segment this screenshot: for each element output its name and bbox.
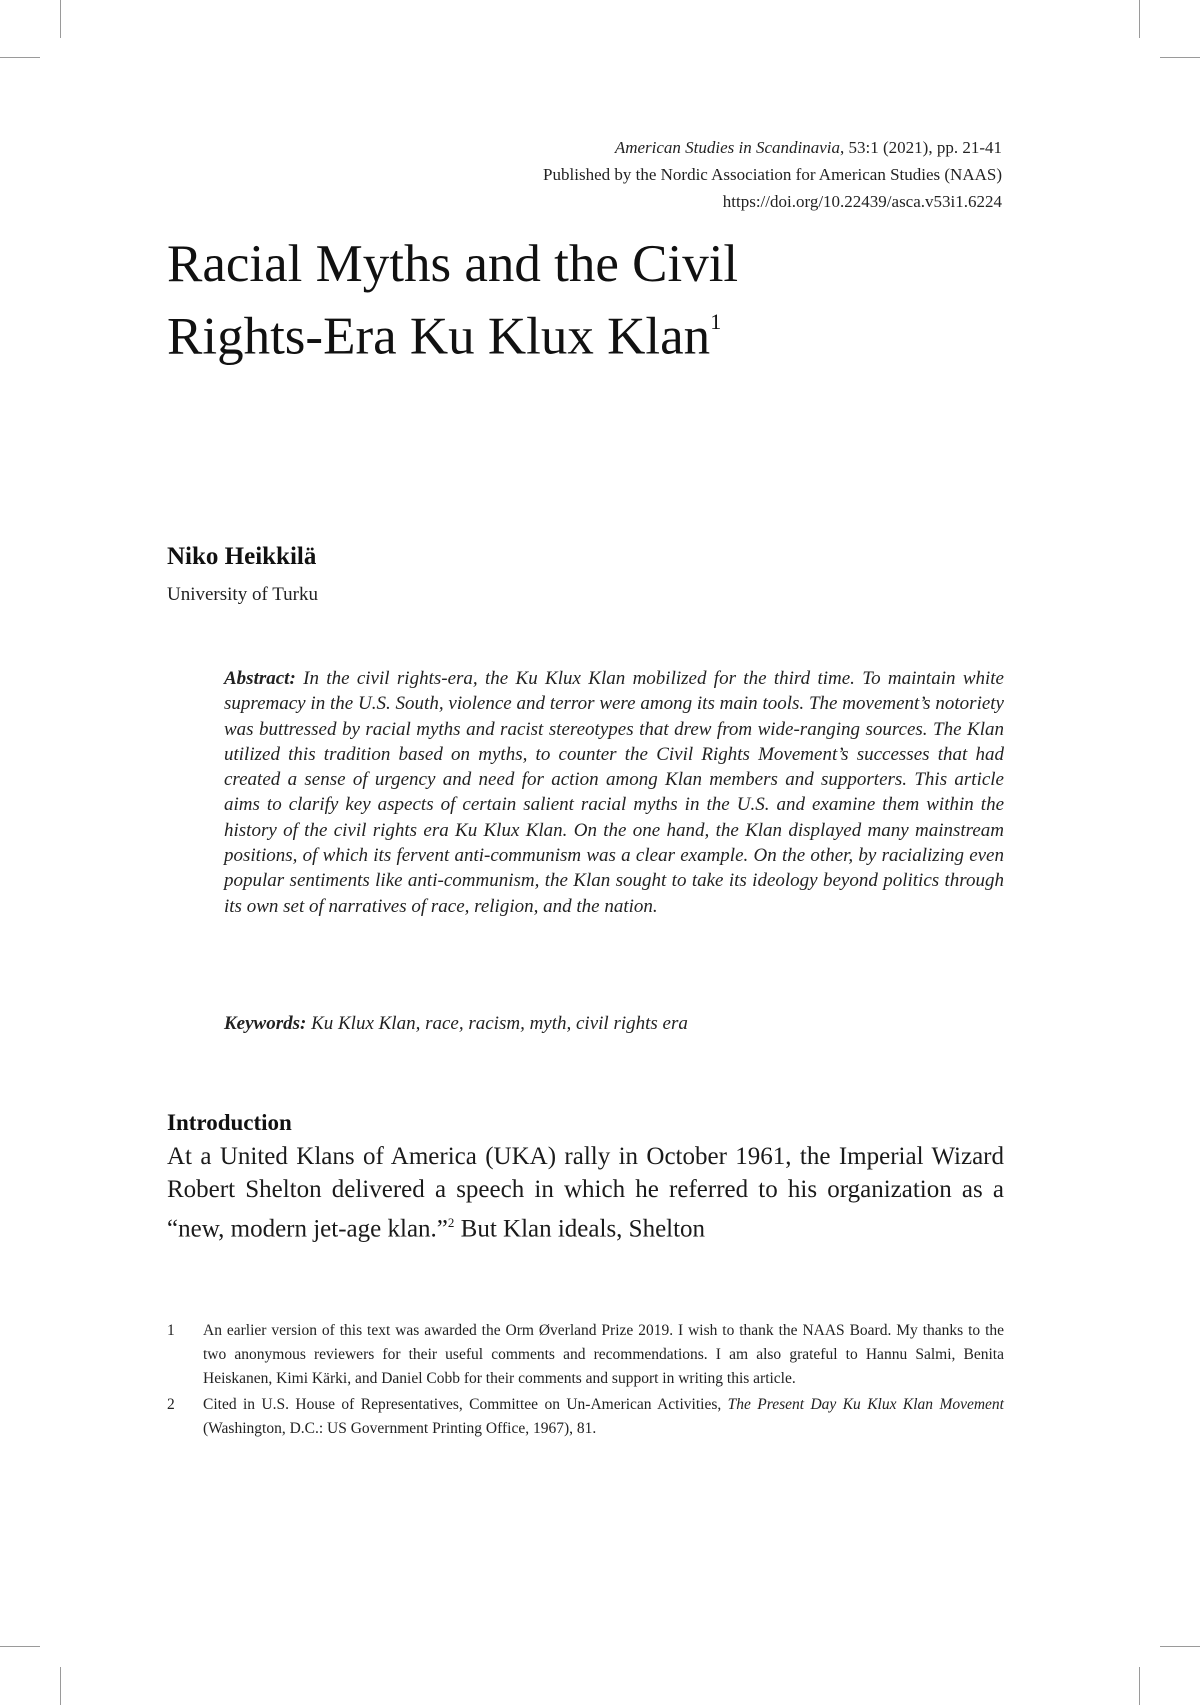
abstract-label: Abstract: <box>224 668 296 689</box>
author-name: Niko Heikkilä <box>167 543 317 570</box>
crop-mark-top-right <box>1139 0 1140 38</box>
footnote-text <box>203 1393 1004 1441</box>
crop-mark-top-left-h <box>0 57 40 58</box>
footnote-cited-title: The Present Day Ku Klux Klan Movement <box>727 1396 1004 1413</box>
volume-pages: , 53:1 (2021), pp. 21-41 <box>840 138 1002 157</box>
intro-text-before: At a United Klans of America (UKA) rally in October 1961, the Imperial Wizard Robert Shelton delivered a speech in which he referred to his organization as a “new, modern jet-age klan.” <box>167 1143 1004 1243</box>
footnote-text: An earlier version of this text was awarded the Orm Øverland Prize 2019. I wish to thank the NAAS Board. My thanks to the two anonymous reviewers for their useful comments and recommendations. I am also grateful to Hannu Salmi, Benita Heiskanen, Kimi Kärki, and Daniel Cobb for their comments and support in writing this article. <box>203 1322 1004 1387</box>
abstract <box>224 666 1004 919</box>
footnote-number: 2 <box>167 1396 175 1413</box>
intro-footnote-marker[interactable]: 2 <box>447 1215 455 1230</box>
footnotes <box>167 1319 1004 1443</box>
section-heading-introduction: Introduction <box>167 1110 292 1135</box>
intro-text-after: But Klan ideals, Shelton <box>454 1215 706 1243</box>
crop-mark-top-left <box>60 0 61 38</box>
article-title <box>167 232 1047 369</box>
footnote-1 <box>167 1319 1004 1391</box>
title-line-2: Rights-Era Ku Klux Klan <box>167 307 711 366</box>
introduction-paragraph <box>167 1140 1004 1245</box>
footnote-text-after: (Washington, D.C.: US Government Printing Office, 1967), 81. <box>203 1420 597 1437</box>
doi-link[interactable]: https://doi.org/10.22439/asca.v53i1.6224 <box>722 192 1002 211</box>
journal-header <box>543 134 1002 215</box>
footnote-2 <box>167 1393 1004 1441</box>
footnote-text-before: Cited in U.S. House of Representatives, Committee on Un-American Activities, <box>203 1396 728 1413</box>
abstract-text: In the civil rights-era, the Ku Klux Klan mobilized for the third time. To maintain white supremacy in the U.S. South, violence and terror were among its main tools. The movement’s notoriety was buttressed by racial myths and racist stereotypes that drew from wide-ranging sources. The Klan utilized this tradition based on myths, to counter the Civil Rights Movement’s successes that had created a sense of urgency and need for action among Klan members and supporters. This article aims to clarify key aspects of certain salient racial myths in the U.S. and examine them within the history of the civil rights era Ku Klux Klan. On the one hand, the Klan displayed many mainstream positions, of which its fervent anti-communism was a clear example. On the other, by racializing even popular sentiments like anti-communism, the Klan sought to take its ideology beyond politics through its own set of narratives of race, religion, and the nation. <box>224 668 1004 917</box>
crop-mark-bottom-left <box>60 1667 61 1705</box>
title-line-1: Racial Myths and the Civil <box>167 235 739 293</box>
author-affiliation: University of Turku <box>167 584 318 605</box>
journal-name: American Studies in Scandinavia <box>614 138 841 157</box>
keywords <box>224 1013 1004 1035</box>
crop-mark-bottom-right-h <box>1160 1646 1200 1647</box>
keywords-label: Keywords: <box>224 1013 307 1034</box>
crop-mark-top-right-h <box>1160 57 1200 58</box>
journal-citation <box>543 134 1002 161</box>
crop-mark-bottom-left-h <box>0 1646 40 1647</box>
title-footnote-marker[interactable]: 1 <box>710 309 722 334</box>
publisher-line: Published by the Nordic Association for American Studies (NAAS) <box>543 165 1002 184</box>
footnote-number: 1 <box>167 1322 175 1339</box>
keywords-text: Ku Klux Klan, race, racism, myth, civil rights era <box>306 1013 688 1034</box>
crop-mark-bottom-right <box>1139 1667 1140 1705</box>
